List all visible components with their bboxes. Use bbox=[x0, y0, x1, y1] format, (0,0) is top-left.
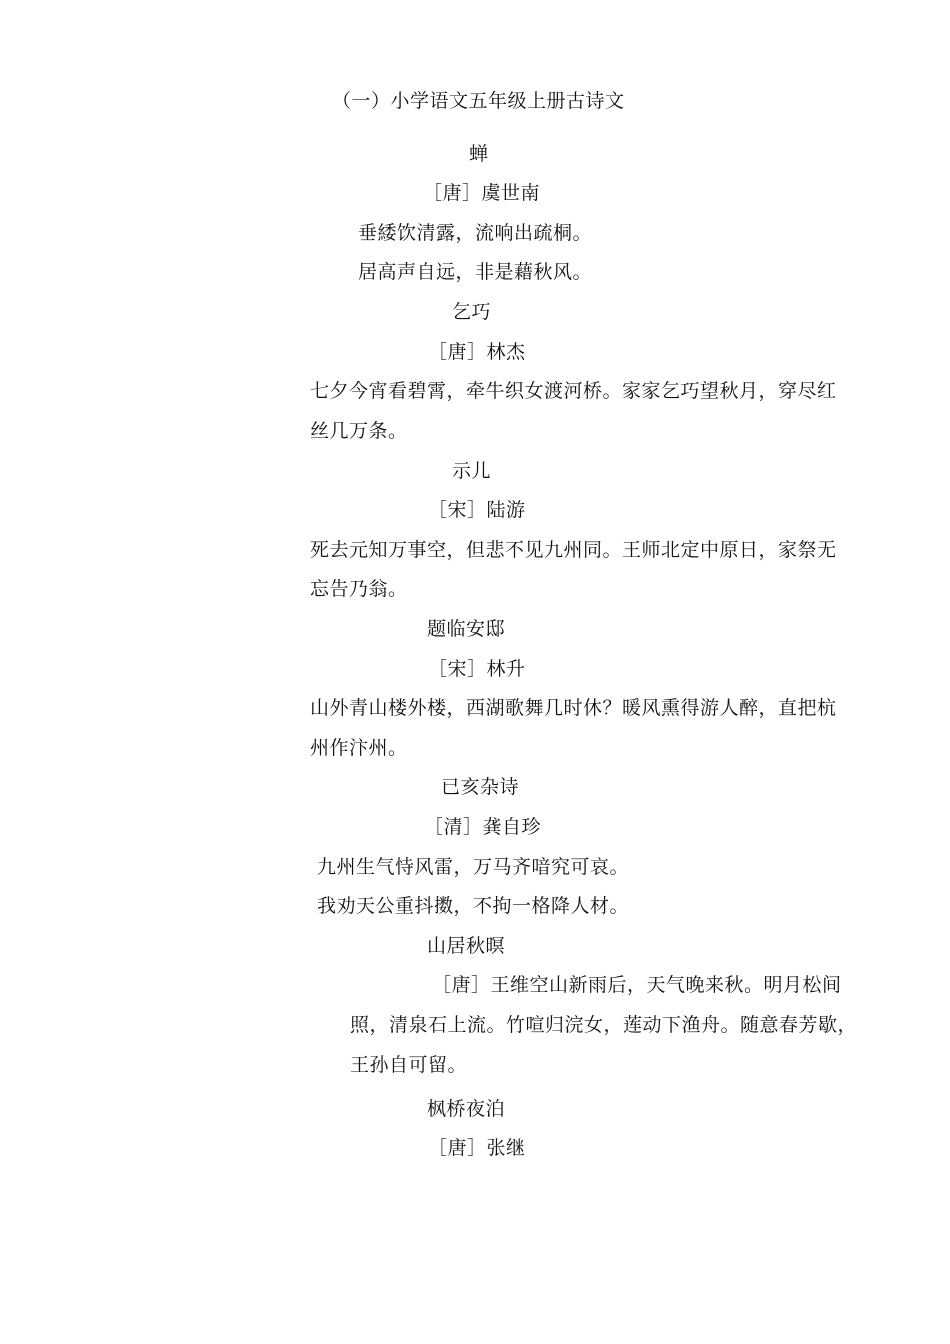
poem-line: 九州生气恃风雷，万马齐喑究可哀。 bbox=[317, 856, 630, 878]
poem-title: 题临安邸 bbox=[427, 618, 506, 640]
poem-line: 忘告乃翁。 bbox=[310, 578, 408, 600]
poem-title: 山居秋暝 bbox=[427, 935, 506, 957]
poem-line: 居高声自远，非是藉秋风。 bbox=[358, 261, 593, 283]
poem-line: 王孙自可留。 bbox=[350, 1054, 468, 1076]
poem-author: ［宋］林升 bbox=[428, 658, 526, 680]
poem-line: 七夕今宵看碧霄，牵牛织女渡河桥。家家乞巧望秋月，穿尽红 bbox=[310, 380, 837, 402]
poem-line: 垂緌饮清露，流响出疏桐。 bbox=[358, 222, 593, 244]
poem-line: 州作汴州。 bbox=[310, 737, 408, 759]
poem-author: ［唐］林杰 bbox=[428, 341, 526, 363]
poem-title: 乞巧 bbox=[452, 301, 492, 323]
poem-line: 照，清泉石上流。竹喧归浣女，莲动下渔舟。随意春芳歇， bbox=[350, 1014, 858, 1036]
poem-line: 山外青山楼外楼，西湖歌舞几时休？暖风熏得游人醉，直把杭 bbox=[310, 697, 837, 719]
poem-line: 死去元知万事空，但悲不见九州同。王师北定中原日，家祭无 bbox=[310, 539, 837, 561]
poem-title: 枫桥夜泊 bbox=[427, 1098, 506, 1120]
document-heading: （一）小学语文五年级上册古诗文 bbox=[332, 90, 625, 112]
poem-title: 已亥杂诗 bbox=[441, 776, 520, 798]
poem-line: 丝几万条。 bbox=[310, 420, 408, 442]
poem-line: 我劝天公重抖擞，不拘一格降人材。 bbox=[317, 895, 630, 917]
poem-title: 示儿 bbox=[452, 460, 492, 482]
poem-title: 蝉 bbox=[469, 143, 489, 165]
poem-author: ［唐］王维空山新雨后，天气晚来秋。明月松间 bbox=[432, 974, 842, 996]
poem-author: ［宋］陆游 bbox=[428, 499, 526, 521]
poem-author: ［清］龚自珍 bbox=[424, 816, 542, 838]
poem-author: ［唐］张继 bbox=[428, 1137, 526, 1159]
poem-author: ［唐］虞世南 bbox=[423, 182, 541, 204]
